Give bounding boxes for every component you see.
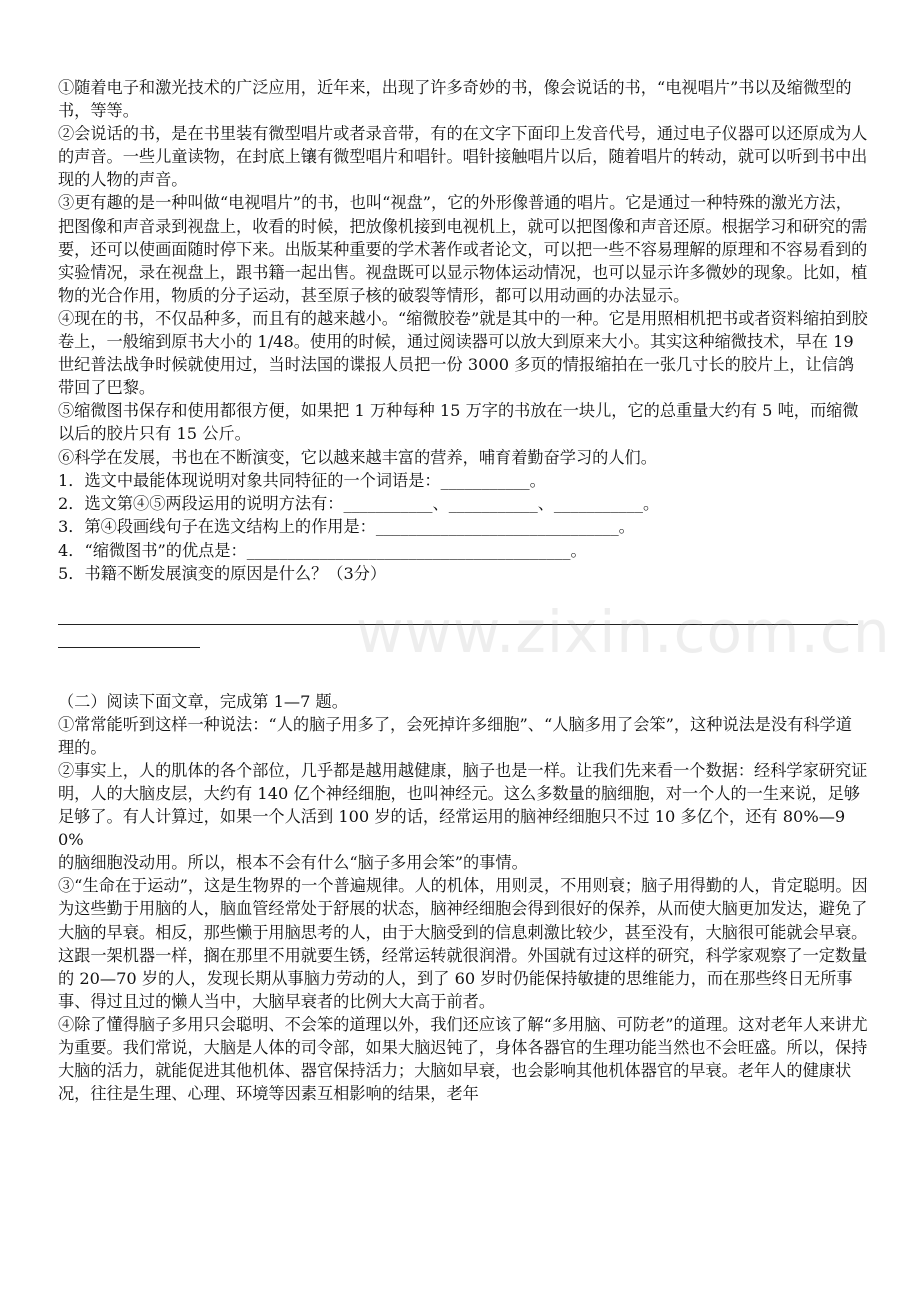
passage1-paragraph-4: ④现在的书，不仅品种多，而且有的越来越小。“缩微胶卷”就是其中的一种。它是用照相机把书或者资料缩拍到胶卷上，一般缩到原书大小的 1/48。使用的时候，通过阅读器可以放大到原来大小。其实这种缩微技术，早在 19 世纪普法战争时候就使用过，当时法国的谍报人员把一份 3000 多页的情报缩拍在一张几寸长的胶片上，让信鸽带回了巴黎。 xyxy=(58,308,868,398)
question-5: 5．书籍不断发展演变的原因是什么？（3分） xyxy=(58,564,387,584)
answer-line-continued xyxy=(58,625,200,648)
passage1-paragraph-1: ①随着电子和激光技术的广泛应用，近年来，出现了许多奇妙的书，像会说话的书，“电视唱片”书以及缩微型的书，等等。 xyxy=(58,78,852,121)
question-2: 2．选文第④⑤两段运用的说明方法有：___________、___________、___________。 xyxy=(58,494,660,513)
section-gap xyxy=(58,648,868,690)
passage2-paragraph-1: ①常常能听到这样一种说法：“人的脑子用多了，会死掉许多细胞”、“人脑多用了会笨”，这种说法是没有科学道理的。 xyxy=(58,714,852,757)
passage2-heading: （二）阅读下面文章，完成第 1—7 题。 xyxy=(58,691,348,711)
question-4: 4．“缩微图书”的优点是：________________________________________。 xyxy=(58,540,587,560)
passage1-paragraph-5: ⑤缩微图书保存和使用都很方便，如果把 1 万种每种 15 万字的书放在一块儿，它的总重量大约有 5 吨，而缩微以后的胶片只有 15 公斤。 xyxy=(58,401,859,444)
question-1: 1．选文中最能体现说明对象共同特征的一个词语是：___________。 xyxy=(58,470,546,490)
exam-page xyxy=(58,76,868,1105)
answer-line xyxy=(58,602,858,625)
passage2-paragraph-2-continued: 的脑细胞没动用。所以，根本不会有什么“脑子多用会笨”的事情。 xyxy=(58,853,528,873)
passage1-paragraph-6: ⑥科学在发展，书也在不断演变，它以越来越丰富的营养，哺育着勤奋学习的人们。 xyxy=(58,447,657,467)
passage2-paragraph-4: ④除了懂得脑子多用只会聪明、不会笨的道理以外，我们还应该了解“多用脑、可防老”的道理。这对老年人来讲尤为重要。我们常说，大脑是人体的司令部，如果大脑迟钝了，身体各器官的生理功能当然也不会旺盛。所以，保持大脑的活力，就能促进其他机体、器官保持活力；大脑如早衰，也会影响其他机体器官的早衰。老年人的健康状况，往往是生理、心理、环境等因素互相影响的结果，老年 xyxy=(58,1014,868,1104)
question-3: 3．第④段画线句子在选文结构上的作用是：______________________________。 xyxy=(58,517,635,537)
passage1-paragraph-2: ②会说话的书，是在书里装有微型唱片或者录音带，有的在文字下面印上发音代号，通过电子仪器可以还原成为人的声音。一些儿童读物，在封底上镶有微型唱片和唱针。唱针接触唱片以后，随着唱片的转动，就可以听到书中出现的人物的声音。 xyxy=(58,124,868,190)
passage-two xyxy=(58,690,868,1106)
passage-one xyxy=(58,76,868,648)
passage1-paragraph-3: ③更有趣的是一种叫做“电视唱片”的书，也叫“视盘”，它的外形像普通的唱片。它是通过一种特殊的激光方法，把图像和声音录到视盘上，收看的时候，把放像机接到电视机上，就可以把图像和声音还原。根据学习和研究的需要，还可以使画面随时停下来。出版某种重要的学术著作或者论文，可以把一些不容易理解的原理和不容易看到的实验情况，录在视盘上，跟书籍一起出售。视盘既可以显示物体运动情况，也可以显示许多微妙的现象。比如，植物的光合作用，物质的分子运动，甚至原子核的破裂等情形，都可以用动画的办法显示。 xyxy=(58,193,868,305)
passage2-paragraph-2: ②事实上，人的肌体的各个部位，几乎都是越用越健康，脑子也是一样。让我们先来看一个数据：经科学家研究证明，人的大脑皮层，大约有 140 亿个神经细胞，也叫神经元。这么多数量的脑细胞，对一个人的一生来说，足够足够了。有人计算过，如果一个人活到 100 岁的话，经常运用的脑神经细胞只不过 10 多亿个，还有 80%—90% xyxy=(58,760,868,850)
passage2-paragraph-3: ③“生命在于运动”，这是生物界的一个普遍规律。人的机体，用则灵，不用则衰；脑子用得勤的人，肯定聪明。因为这些勤于用脑的人，脑血管经常处于舒展的状态，脑神经细胞会得到很好的保养，从而使大脑更加发达，避免了大脑的早衰。相反，那些懒于用脑思考的人，由于大脑受到的信息刺激比较少，甚至没有，大脑很可能就会早衰。这跟一架机器一样，搁在那里不用就要生锈，经常运转就很润滑。外国就有过这样的研究，科学家观察了一定数量的 20—70 岁的人，发现长期从事脑力劳动的人，到了 60 岁时仍能保持敏捷的思维能力，而在那些终日无所事事、得过且过的懒人当中，大脑早衰者的比例大大高于前者。 xyxy=(58,876,868,1011)
watermark: www.zixin.com.cn xyxy=(356,598,891,666)
